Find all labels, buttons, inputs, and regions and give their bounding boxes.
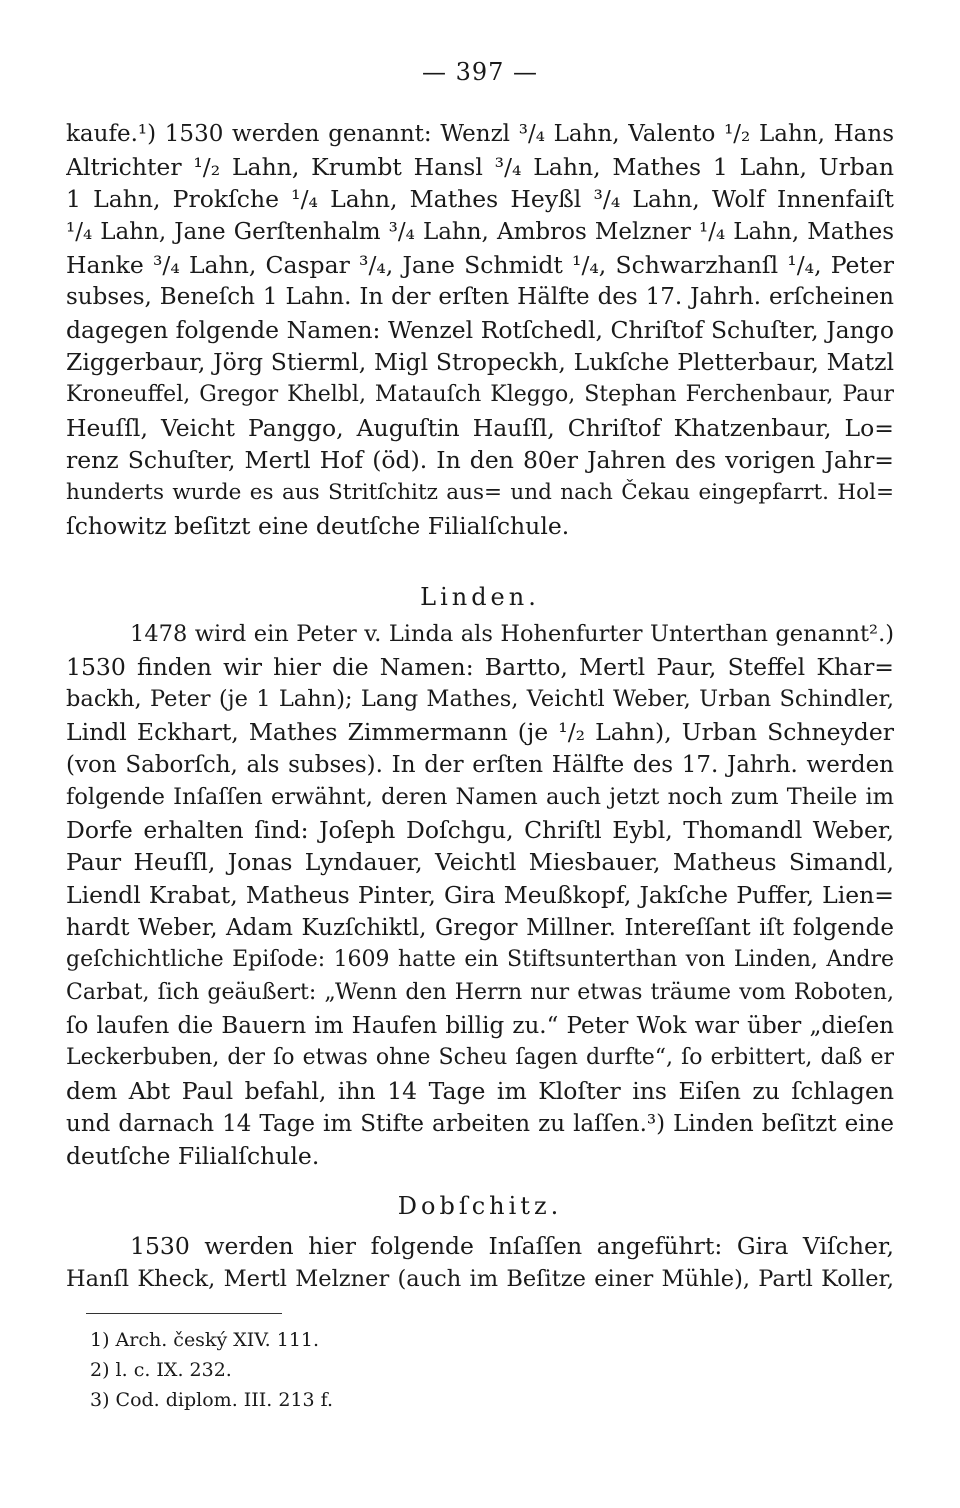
page-number: — 397 — [421,58,539,86]
text-line: Kroneuffel, Gregor Khelbl, Matauſch Kleggo, Stephan Ferchenbaur, Paur [66,382,894,408]
section-heading-linden: Linden. [420,583,540,611]
text-line: 1530 finden wir hier die Namen: Bartto, Mertl Paur, Steffel Khar= [66,652,894,681]
text-line: renz Schuſter, Mertl Hof (öd). In den 80er Jahren des vorigen Jahr= [66,446,894,475]
text-line: (von Saborſch, als subses). In der erſten Hälfte des 17. Jahrh. werden [66,751,894,778]
text-line: hunderts wurde es aus Stritſchitz aus= und nach Čekau eingepfarrt. Hol= [66,480,894,506]
text-line: Altrichter ¹/₂ Lahn, Krumbt Hansl ³/₄ Lahn, Mathes 1 Lahn, Urban [66,152,894,181]
text-line: 1530 werden hier folgende Inſaſſen angeführt: Gira Viſcher, [130,1232,894,1260]
text-line: Hanſl Kheck, Mertl Melzner (auch im Beſitze einer Mühle), Partl Koller, [66,1265,894,1292]
text-line: und darnach 14 Tage im Stifte arbeiten zu laſſen.³) Linden beſitzt eine [66,1110,894,1137]
text-line: dem Abt Paul befahl, ihn 14 Tage im Kloſter ins Eiſen zu ſchlagen [66,1076,894,1105]
footnote-1: 1) Arch. český XIV. 111. [90,1329,320,1351]
text-line: Ziggerbaur, Jörg Stierml, Migl Stropeckh, Lukſche Pletterbaur, Matzl [66,348,894,377]
text-line: backh, Peter (je 1 Lahn); Lang Mathes, Veichtl Weber, Urban Schindler, [66,686,894,713]
text-line: Hanke ³/₄ Lahn, Caspar ³/₄, Jane Schmidt ¹/₄, Schwarzhanſl ¹/₄, Peter [66,250,894,279]
text-line: dagegen folgende Namen: Wenzel Rotſchedl, Chriſtof Schuſter, Jango [66,315,894,344]
footnote-2: 2) l. c. IX. 232. [90,1359,232,1381]
section-heading-dobschitz: Dobſchitz. [397,1192,563,1220]
text-line: ¹/₄ Lahn, Jane Gerſtenhalm ³/₄ Lahn, Ambros Melzner ¹/₄ Lahn, Mathes [66,218,894,245]
text-line: Paur Heuſſl, Jonas Lyndauer, Veichtl Miesbauer, Matheus Simandl, [66,848,894,877]
text-line: folgende Inſaſſen erwähnt, deren Namen auch jetzt noch zum Theile im [66,784,894,811]
footnote-3: 3) Cod. diplom. III. 213 f. [90,1389,334,1411]
paragraph-intro [66,118,894,542]
text-line: deutſche Filialſchule. [66,1142,320,1171]
text-line: subses, Beneſch 1 Lahn. In der erſten Hälfte des 17. Jahrh. erſcheinen [66,284,894,311]
text-line: Liendl Krabat, Matheus Pinter, Gira Meußkopf, Jakſche Puffer, Lien= [66,881,894,910]
text-line: ſchowitz beſitzt eine deutſche Filialſchule. [66,511,570,540]
text-line: hardt Weber, Adam Kuzſchiktl, Gregor Millner. Intereſſant iſt folgende [66,914,894,941]
text-line: geſchichtliche Epiſode: 1609 hatte ein Stiftsunterthan von Linden, Andre [66,947,894,973]
text-line: Heuſſl, Veicht Panggo, Auguſtin Hauſſl, Chriſtof Khatzenbaur, Lo= [66,413,894,442]
text-line: 1 Lahn, Prokſche ¹/₄ Lahn, Mathes Heyßl ³/₄ Lahn, Wolf Innenfaiſt [66,185,894,214]
text-line: Carbat, ſich geäußert: „Wenn den Herrn nur etwas träume vom Roboten, [66,980,894,1006]
text-line: kaufe.¹) 1530 werden genannt: Wenzl ³/₄ Lahn, Valento ¹/₂ Lahn, Hans [66,121,894,147]
text-line: ſo laufen die Bauern im Haufen billig zu.“ Peter Wok war über „dieſen [66,1012,894,1039]
paragraph-linden [66,618,894,1173]
text-line: 1478 wird ein Peter v. Linda als Hohenfurter Unterthan genannt².) [130,621,894,647]
text-line: Leckerbuben, der ſo etwas ohne Scheu ſagen durfte“, ſo erbittert, daß er [66,1045,894,1071]
text-line: Lindl Eckhart, Mathes Zimmermann (je ¹/₂ Lahn), Urban Schneyder [66,717,894,746]
text-line: Dorfe erhalten ſind: Joſeph Doſchgu, Chriſtl Eybl, Thomandl Weber, [66,815,894,844]
footnote-divider [86,1313,282,1314]
paragraph-dobschitz [66,1230,894,1295]
footnotes [90,1325,590,1415]
